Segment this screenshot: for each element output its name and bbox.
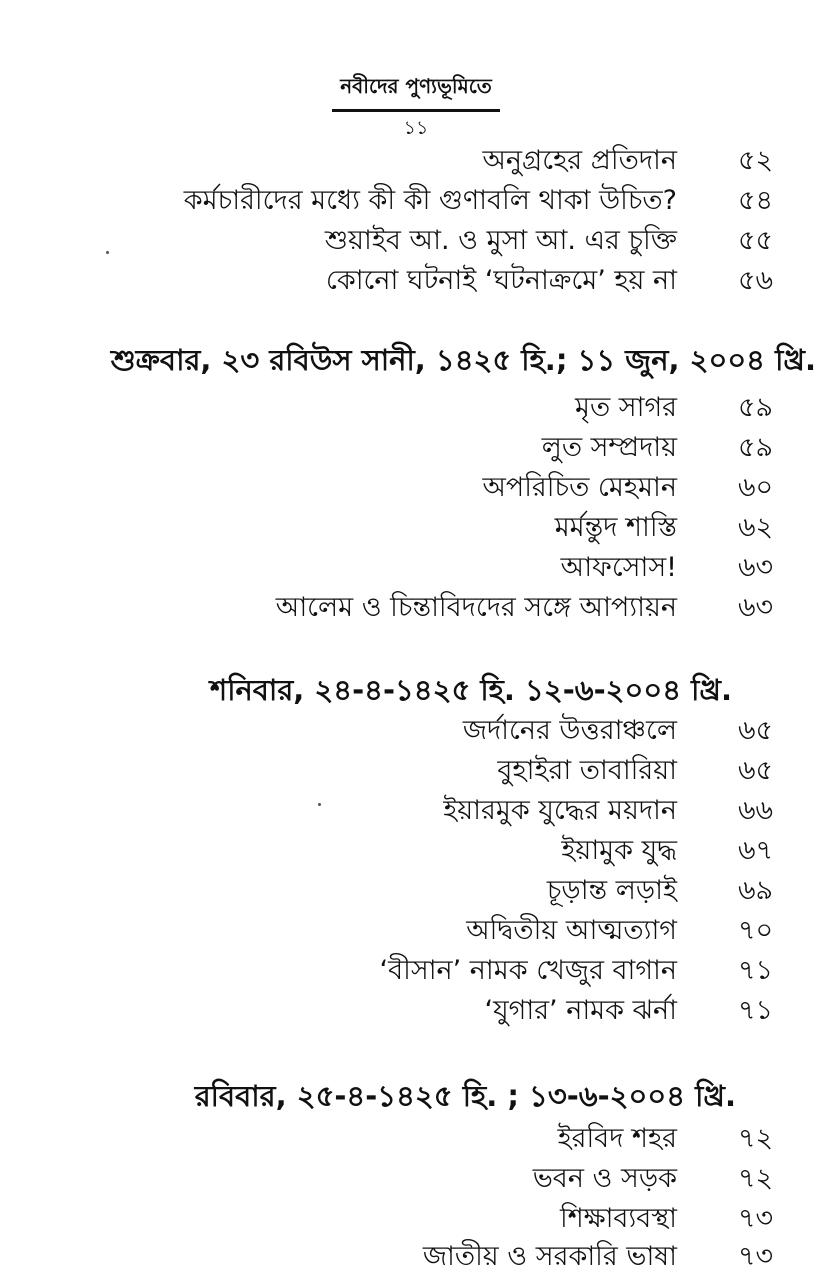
- toc-entry: [0, 748, 832, 788]
- toc-entry-title: অদ্বিতীয় আত্মত্যাগ: [466, 915, 677, 946]
- toc-entry: [0, 505, 832, 545]
- toc-entry: [0, 545, 832, 585]
- toc-entry-title: মৃত সাগর: [574, 392, 677, 423]
- toc-entry-page: ৬৬: [738, 795, 774, 826]
- toc-entry: [0, 585, 832, 625]
- toc-entry-title: শুয়াইব আ. ও মুসা আ. এর চুক্তি: [324, 225, 677, 256]
- toc-entry-page: ৬৫: [738, 715, 774, 746]
- toc-entry-title: কর্মচারীদের মধ্যে কী কী গুণাবলি থাকা উচিত?: [183, 185, 677, 216]
- toc-entry-title: কোনো ঘটনাই ‘ঘটনাক্রমে’ হয় না: [325, 265, 677, 296]
- toc-entry-page: ৬৫: [738, 755, 774, 786]
- toc-entry-page: ৬০: [738, 472, 774, 503]
- toc-entry-title: জাতীয় ও সরকারি ভাষা: [422, 1241, 677, 1272]
- toc-entry-page: ৭২: [738, 1163, 774, 1194]
- toc-entry-page: ৬৯: [738, 875, 774, 906]
- toc-entry: [0, 1116, 832, 1156]
- toc-entry: [0, 385, 832, 425]
- toc-entry-page: ৭১: [738, 955, 774, 986]
- toc-entry: [0, 948, 832, 988]
- toc-entry-title: মর্মন্তুদ শাস্তি: [554, 512, 677, 543]
- section-heading: শনিবার, ২৪-৪-১৪২৫ হি. ১২-৬-২০০৪ খ্রি.: [210, 673, 732, 707]
- page-header: [0, 72, 832, 146]
- running-title: নবীদের পুণ্যভূমিতে: [332, 72, 500, 112]
- toc-entry: [0, 788, 832, 828]
- toc-entry-page: ৬৩: [738, 592, 774, 623]
- toc-entry-title: আফসোস!: [560, 552, 677, 583]
- toc-entry-page: ৭২: [738, 1123, 774, 1154]
- toc-entry-page: ৫৯: [738, 432, 774, 463]
- toc-entry-title: অপরিচিত মেহমান: [482, 472, 677, 503]
- toc-entry: [0, 218, 832, 258]
- toc-entry-title: বুহাইরা তাবারিয়া: [497, 755, 677, 786]
- toc-entry: [0, 258, 832, 298]
- toc-entry: [0, 465, 832, 505]
- section-heading: রবিবার, ২৫-৪-১৪২৫ হি. ; ১৩-৬-২০০৪ খ্রি.: [194, 1079, 736, 1113]
- toc-entry-page: ৫২: [738, 145, 774, 176]
- toc-entry-title: চূড়ান্ত লড়াই: [546, 875, 677, 906]
- toc-entry: [0, 178, 832, 218]
- toc-entry: [0, 828, 832, 868]
- toc-entry: [0, 138, 832, 178]
- toc-entry-title: ইয়ারমুক যুদ্ধের ময়দান: [443, 795, 677, 826]
- page-number: ১১: [403, 117, 429, 139]
- toc-entry-page: ৫৪: [738, 185, 774, 216]
- toc-entry-page: ৭৩: [738, 1241, 774, 1272]
- toc-entry-title: ইরবিদ শহর: [557, 1123, 677, 1154]
- toc-entry-page: ৫৬: [738, 265, 774, 296]
- toc-entry: [0, 868, 832, 908]
- scan-speck: [318, 803, 321, 806]
- toc-entry: [0, 425, 832, 465]
- toc-entry-title: অনুগ্রহের প্রতিদান: [482, 145, 677, 176]
- toc-entry: [0, 1234, 832, 1274]
- toc-entry-title: আলেম ও চিন্তাবিদদের সঙ্গে আপ্যায়ন: [275, 592, 677, 623]
- toc-entry-page: ৬৭: [738, 835, 774, 866]
- toc-entry-title: ‘বীসান’ নামক খেজুর বাগান: [379, 955, 677, 986]
- toc-entry-page: ৭০: [738, 915, 774, 946]
- toc-entry-title: শিক্ষাব্যবস্থা: [560, 1203, 677, 1234]
- toc-entry: [0, 988, 832, 1028]
- toc-entry-title: ‘যুগার’ নামক ঝর্না: [484, 995, 677, 1026]
- toc-entry: [0, 908, 832, 948]
- toc-entry: [0, 708, 832, 748]
- toc-entry-title: লুত সম্প্রদায়: [541, 432, 677, 463]
- toc-entry: [0, 1156, 832, 1196]
- toc-entry: [0, 1196, 832, 1236]
- toc-entry-page: ৭৩: [738, 1203, 774, 1234]
- toc-entry-page: ৭১: [738, 995, 774, 1026]
- toc-entry-page: ৫৫: [738, 225, 774, 256]
- toc-entry-title: ইয়ামুক যুদ্ধ: [561, 835, 677, 866]
- toc-entry-page: ৬৩: [738, 552, 774, 583]
- toc-entry-title: জর্দানের উত্তরাঞ্চলে: [462, 715, 677, 746]
- scan-speck: [106, 251, 109, 254]
- section-heading: শুক্রবার, ২৩ রবিউস সানী, ১৪২৫ হি.; ১১ জুন, ২০০৪ খ্রি.: [110, 343, 816, 377]
- toc-entry-page: ৫৯: [738, 392, 774, 423]
- toc-entry-title: ভবন ও সড়ক: [532, 1163, 677, 1194]
- toc-entry-page: ৬২: [738, 512, 774, 543]
